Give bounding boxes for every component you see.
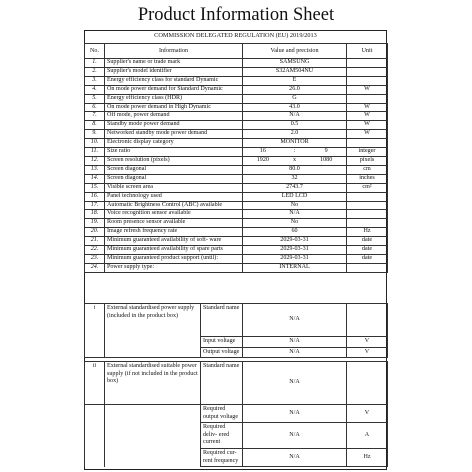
row-unit: cm: [347, 165, 388, 174]
row-value: 80.0: [243, 165, 347, 174]
row-value: N/A: [243, 210, 347, 219]
psu-included-standard-unit: [347, 304, 388, 337]
table-row: [85, 121, 388, 130]
row-information: Supplier's name or trade mark: [105, 59, 243, 68]
row-value: INTERNAL: [243, 263, 347, 272]
row-information: Size ratio: [105, 148, 243, 157]
row-unit: [347, 219, 388, 228]
row-information: Energy efficiency class (HDR): [105, 94, 243, 103]
psu-suitable-output-label: Required output voltage: [201, 405, 243, 423]
row-value: S32AM504NU: [243, 67, 347, 76]
row-value: 26.0: [243, 85, 347, 94]
table-row: [85, 59, 388, 68]
psu-suitable-row-output: [85, 405, 388, 423]
row-value-part: x: [292, 156, 297, 163]
psu-suitable-desc: External standardised suitable power supply (if not included in the product box): [105, 362, 201, 405]
row-number: 19.: [85, 219, 105, 228]
row-value: N/A: [243, 112, 347, 121]
table-row: [85, 246, 388, 255]
psu-suitable-current-value: N/A: [243, 423, 347, 449]
psu-suitable-current-label: Required deliv- ered current: [201, 423, 243, 449]
row-unit: W: [347, 103, 388, 112]
psu-suitable-no: ii: [85, 362, 105, 405]
table-row: [85, 254, 388, 263]
row-number: 4.: [85, 85, 105, 94]
row-information: Networked standby mode power demand: [105, 130, 243, 139]
psu-suitable-standard-unit: [347, 362, 388, 405]
psu-suitable-frequency-value: N/A: [243, 448, 347, 466]
row-number: 21.: [85, 237, 105, 246]
row-information: Standby mode power demand: [105, 121, 243, 130]
table-row: [85, 103, 388, 112]
psu-included-input-value: N/A: [243, 337, 347, 348]
row-unit: [347, 76, 388, 85]
table-row: [85, 263, 388, 272]
row-value: 2.0: [243, 130, 347, 139]
row-unit: [347, 139, 388, 148]
table-row: [85, 67, 388, 76]
row-number: 1.: [85, 59, 105, 68]
psu-included-output-value: N/A: [243, 347, 347, 358]
header-information: Information: [105, 44, 243, 59]
row-unit: date: [347, 237, 388, 246]
row-unit: [347, 210, 388, 219]
row-unit: integer: [347, 148, 388, 157]
psu-suitable-blank-desc: [105, 405, 201, 467]
psu-included-row-standard: [85, 304, 388, 337]
row-information: Image refresh frequency rate: [105, 228, 243, 237]
row-value-part: 1920: [256, 156, 269, 163]
table-row: [85, 201, 388, 210]
psu-suitable-output-value: N/A: [243, 405, 347, 423]
row-unit: [347, 67, 388, 76]
row-information: Voice recognition sensor available: [105, 210, 243, 219]
psu-included-table: [84, 303, 388, 358]
row-information: Room presence sensor available: [105, 219, 243, 228]
row-number: 15.: [85, 183, 105, 192]
psu-included-output-unit: V: [347, 347, 388, 358]
table-row: [85, 165, 388, 174]
row-unit: [347, 59, 388, 68]
row-information: Supplier's model identifier: [105, 67, 243, 76]
row-unit: W: [347, 121, 388, 130]
psu-suitable-table: [84, 361, 388, 467]
row-number: 24.: [85, 263, 105, 272]
table-row: [85, 219, 388, 228]
row-unit: pixels: [347, 156, 388, 165]
row-value: [243, 156, 347, 165]
table-row: [85, 192, 388, 201]
row-information: Power supply type:: [105, 263, 243, 272]
psu-included-output-label: Output voltage: [201, 347, 243, 358]
table-row: [85, 148, 388, 157]
row-number: 10.: [85, 139, 105, 148]
psu-included-standard-label: Standard name: [201, 304, 243, 337]
psu-suitable-row-standard: [85, 362, 388, 405]
row-information: Minimum guaranteed availability of soft- ware: [105, 237, 243, 246]
row-unit: date: [347, 254, 388, 263]
row-number: 3.: [85, 76, 105, 85]
psu-included-input-label: Input voltage: [201, 337, 243, 348]
psu-included-no: i: [85, 304, 105, 358]
row-value-part: 16: [259, 148, 266, 155]
row-value-parts: [245, 157, 344, 165]
row-number: 14.: [85, 174, 105, 183]
row-number: 9.: [85, 130, 105, 139]
row-number: 8.: [85, 121, 105, 130]
psu-included-desc: External standardised power supply (included in the product box): [105, 304, 201, 358]
table-row: [85, 210, 388, 219]
row-number: 17.: [85, 201, 105, 210]
psu-suitable-standard-label: Standard name: [201, 362, 243, 405]
row-number: 20.: [85, 228, 105, 237]
table-row: [85, 94, 388, 103]
psu-included-input-unit: V: [347, 337, 388, 348]
table-row: [85, 85, 388, 94]
row-information: Minimum guaranteed product support (until):: [105, 254, 243, 263]
row-number: 2.: [85, 67, 105, 76]
row-number: 11.: [85, 148, 105, 157]
row-information: Screen resolution (pixels): [105, 156, 243, 165]
row-unit: W: [347, 130, 388, 139]
row-information: On mode power demand for Standard Dynamic: [105, 85, 243, 94]
header-unit: Unit: [347, 44, 388, 59]
row-value: [243, 148, 347, 157]
row-value-part: 1080: [320, 156, 333, 163]
psu-suitable-standard-value: N/A: [243, 362, 347, 405]
row-value-part: :: [293, 148, 296, 155]
row-information: Panel technology used: [105, 192, 243, 201]
row-unit: cm²: [347, 183, 388, 192]
row-value: 32: [243, 174, 347, 183]
row-information: Screen diagonal: [105, 174, 243, 183]
table-row: [85, 237, 388, 246]
row-information: Off mode, power demand: [105, 112, 243, 121]
row-value: G: [243, 94, 347, 103]
psu-suitable-blank-no: [85, 405, 105, 467]
row-value: 60: [243, 228, 347, 237]
row-unit: [347, 94, 388, 103]
row-unit: [347, 263, 388, 272]
row-value: LED LCD: [243, 192, 347, 201]
row-number: 6.: [85, 103, 105, 112]
row-number: 22.: [85, 246, 105, 255]
row-number: 13.: [85, 165, 105, 174]
row-number: 12.: [85, 156, 105, 165]
row-value: MONITOR: [243, 139, 347, 148]
row-number: 23.: [85, 254, 105, 263]
row-information: Minimum guaranteed availability of spare parts: [105, 246, 243, 255]
row-unit: [347, 192, 388, 201]
header-value: Value and precision: [243, 44, 347, 59]
row-information: Screen diagonal: [105, 165, 243, 174]
row-unit: inches: [347, 174, 388, 183]
row-number: 16.: [85, 192, 105, 201]
header-no: No.: [85, 44, 105, 59]
row-information: Automatic Brightness Control (ABC) available: [105, 201, 243, 210]
row-information: On mode power demand in High Dynamic: [105, 103, 243, 112]
row-unit: date: [347, 246, 388, 255]
row-value: 2029-03-31: [243, 246, 347, 255]
info-table: [84, 43, 388, 273]
psu-suitable-current-unit: A: [347, 423, 388, 449]
row-value: No: [243, 201, 347, 210]
table-row: [85, 76, 388, 85]
info-table-body: [85, 44, 388, 273]
row-unit: Hz: [347, 228, 388, 237]
table-row: [85, 139, 388, 148]
row-value: No: [243, 219, 347, 228]
row-number: 5.: [85, 94, 105, 103]
table-row: [85, 156, 388, 165]
header-row: [85, 44, 388, 59]
row-value: 0.5: [243, 121, 347, 130]
psu-suitable-frequency-unit: Hz: [347, 448, 388, 466]
regulation-heading: COMMISSION DELEGATED REGULATION (EU) 2019/2013: [154, 32, 317, 39]
row-value: 2029-03-31: [243, 237, 347, 246]
page-title: Product Information Sheet: [137, 5, 335, 25]
table-row: [85, 228, 388, 237]
table-row: [85, 174, 388, 183]
row-number: 18.: [85, 210, 105, 219]
row-information: Visible screen area: [105, 183, 243, 192]
psu-suitable-frequency-label: Required cur- rent frequency: [201, 448, 243, 466]
row-value: 2743.7: [243, 183, 347, 192]
table-row: [85, 183, 388, 192]
row-information: Energy efficiency class for standard Dynamic: [105, 76, 243, 85]
row-information: Electronic display category: [105, 139, 243, 148]
row-value-parts: [245, 148, 344, 156]
table-row: [85, 130, 388, 139]
psu-suitable-output-unit: V: [347, 405, 388, 423]
row-unit: W: [347, 112, 388, 121]
row-value: 2029-03-31: [243, 254, 347, 263]
row-value: SAMSUNG: [243, 59, 347, 68]
row-value: E: [243, 76, 347, 85]
row-value: 43.0: [243, 103, 347, 112]
row-value-part: 9: [324, 148, 328, 155]
psu-included-standard-value: N/A: [243, 304, 347, 337]
table-row: [85, 112, 388, 121]
row-unit: [347, 201, 388, 210]
row-number: 7.: [85, 112, 105, 121]
row-unit: W: [347, 85, 388, 94]
